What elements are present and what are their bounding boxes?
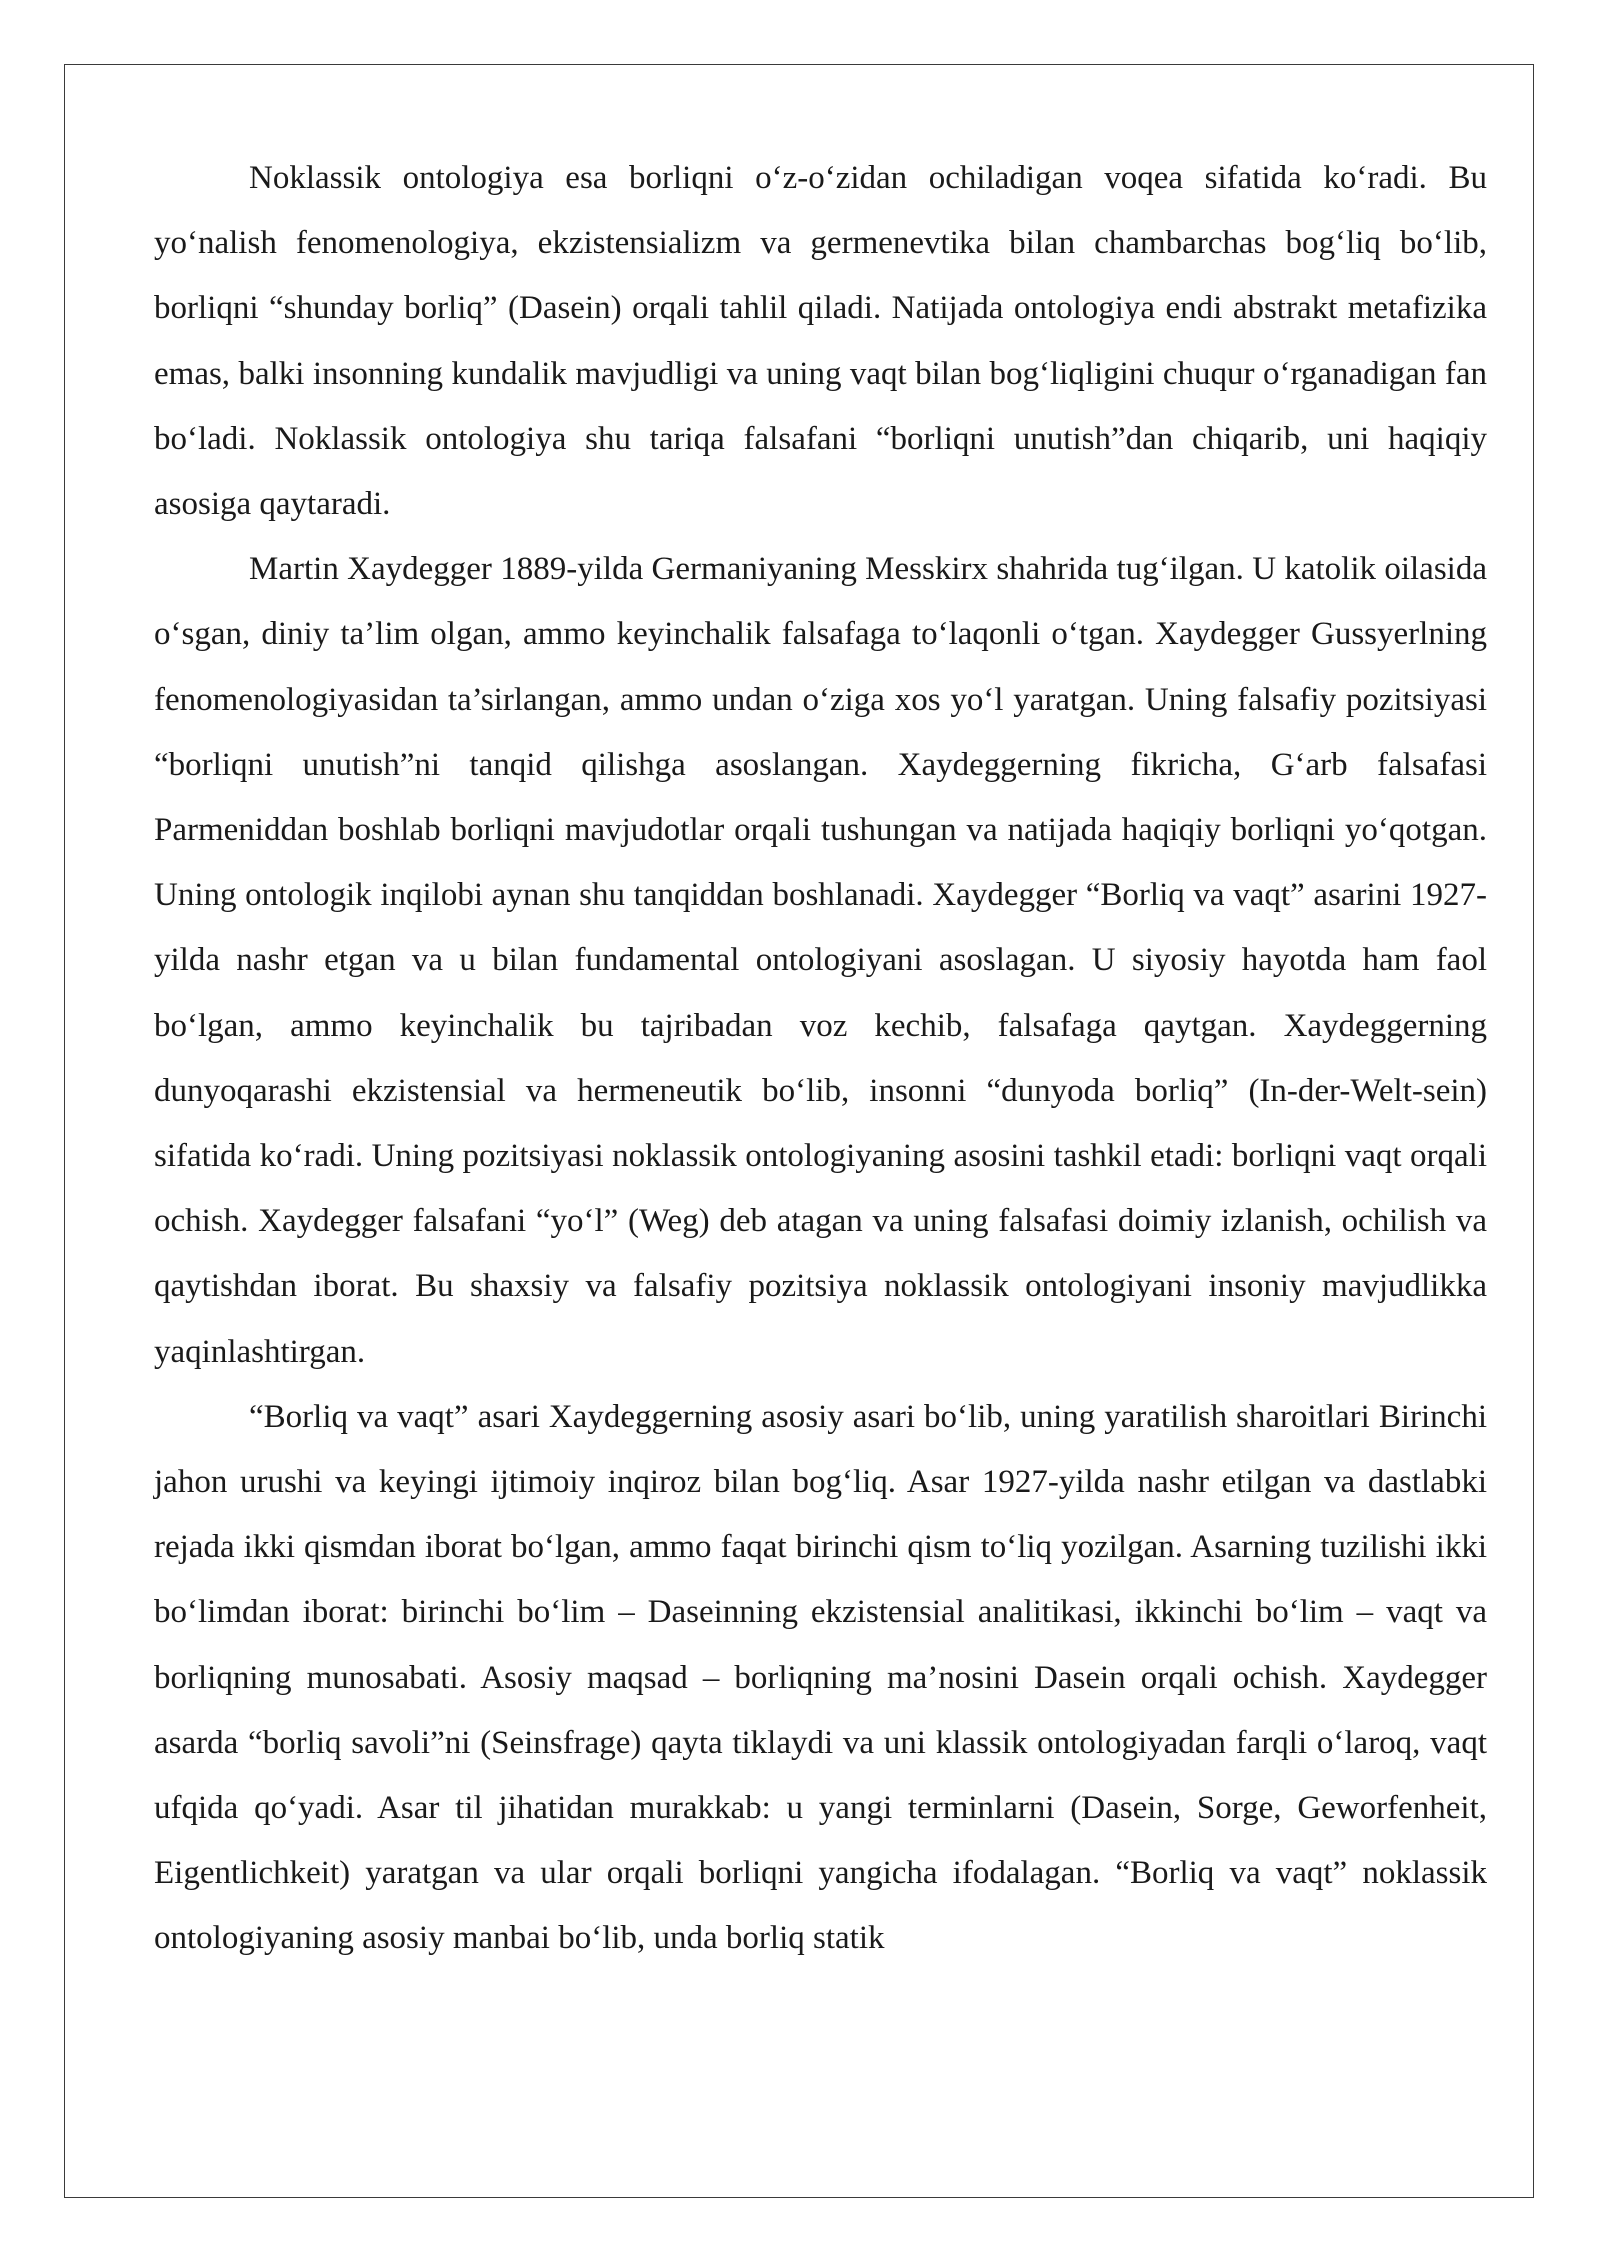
paragraph: Noklassik ontologiya esa borliqni o‘z-o‘zidan ochiladigan voqea sifatida ko‘radi. Bu yo‘nalish fenomenologiya, ekzistensializm va germenevtika bilan chambarchas bog‘liq bo‘lib, borliqni “shunday borliq” (Dasein) orqali tahlil qiladi. Natijada ontologiya endi abstrakt metafizika emas, balki insonning kundalik mavjudligi va uning vaqt bilan bog‘liqligini chuqur o‘rganadigan fan bo‘ladi. Noklassik ontologiya shu tariqa falsafani “borliqni unutish”dan chiqarib, uni haqiqiy asosiga qaytaradi. [154, 160, 1487, 523]
paragraph: “Borliq va vaqt” asari Xaydeggerning asosiy asari bo‘lib, uning yaratilish sharoitlari Birinchi jahon urushi va keyingi ijtimoiy inqiroz bilan bog‘liq. Asar 1927-yilda nashr etilgan va dastlabki rejada ikki qismdan iborat bo‘lgan, ammo faqat birinchi qism to‘liq yozilgan. Asarning tuzilishi ikki bo‘limdan iborat: birinchi bo‘lim – Daseinning ekzistensial analitikasi, ikkinchi bo‘lim – vaqt va borliqning munosabati. Asosiy maqsad – borliqning ma’nosini Dasein orqali ochish. Xaydegger asarda “borliq savoli”ni (Seinsfrage) qayta tiklaydi va uni klassik ontologiyadan farqli o‘laroq, vaqt ufqida qo‘yadi. Asar til jihatidan murakkab: u yangi terminlarni (Dasein, Sorge, Geworfenheit, Eigentlichkeit) yaratgan va ular orqali borliqni yangicha ifodalagan. “Borliq va vaqt” noklassik ontologiyaning asosiy manbai bo‘lib, unda borliq statik [154, 1398, 1487, 1957]
document-body [154, 146, 1487, 1972]
paragraph: Martin Xaydegger 1889-yilda Germaniyaning Messkirx shahrida tug‘ilgan. U katolik oilasida o‘sgan, diniy ta’lim olgan, ammo keyinchalik falsafaga to‘laqonli o‘tgan. Xaydegger Gussyerlning fenomenologiyasidan ta’sirlangan, ammo undan o‘ziga xos yo‘l yaratgan. Uning falsafiy pozitsiyasi “borliqni unutish”ni tanqid qilishga asoslangan. Xaydeggerning fikricha, G‘arb falsafasi Parmeniddan boshlab borliqni mavjudotlar orqali tushungan va natijada haqiqiy borliqni yo‘qotgan. Uning ontologik inqilobi aynan shu tanqiddan boshlanadi. Xaydegger “Borliq va vaqt” asarini 1927-yilda nashr etgan va u bilan fundamental ontologiyani asoslagan. U siyosiy hayotda ham faol bo‘lgan, ammo keyinchalik bu tajribadan voz kechib, falsafaga qaytgan. Xaydeggerning dunyoqarashi ekzistensial va hermeneutik bo‘lib, insonni “dunyoda borliq” (In-der-Welt-sein) sifatida ko‘radi. Uning pozitsiyasi noklassik ontologiyaning asosini tashkil etadi: borliqni vaqt orqali ochish. Xaydegger falsafani “yo‘l” (Weg) deb atagan va uning falsafasi doimiy izlanish, ochilish va qaytishdan iborat. Bu shaxsiy va falsafiy pozitsiya noklassik ontologiyani insoniy mavjudlikka yaqinlashtirgan. [154, 551, 1487, 1370]
